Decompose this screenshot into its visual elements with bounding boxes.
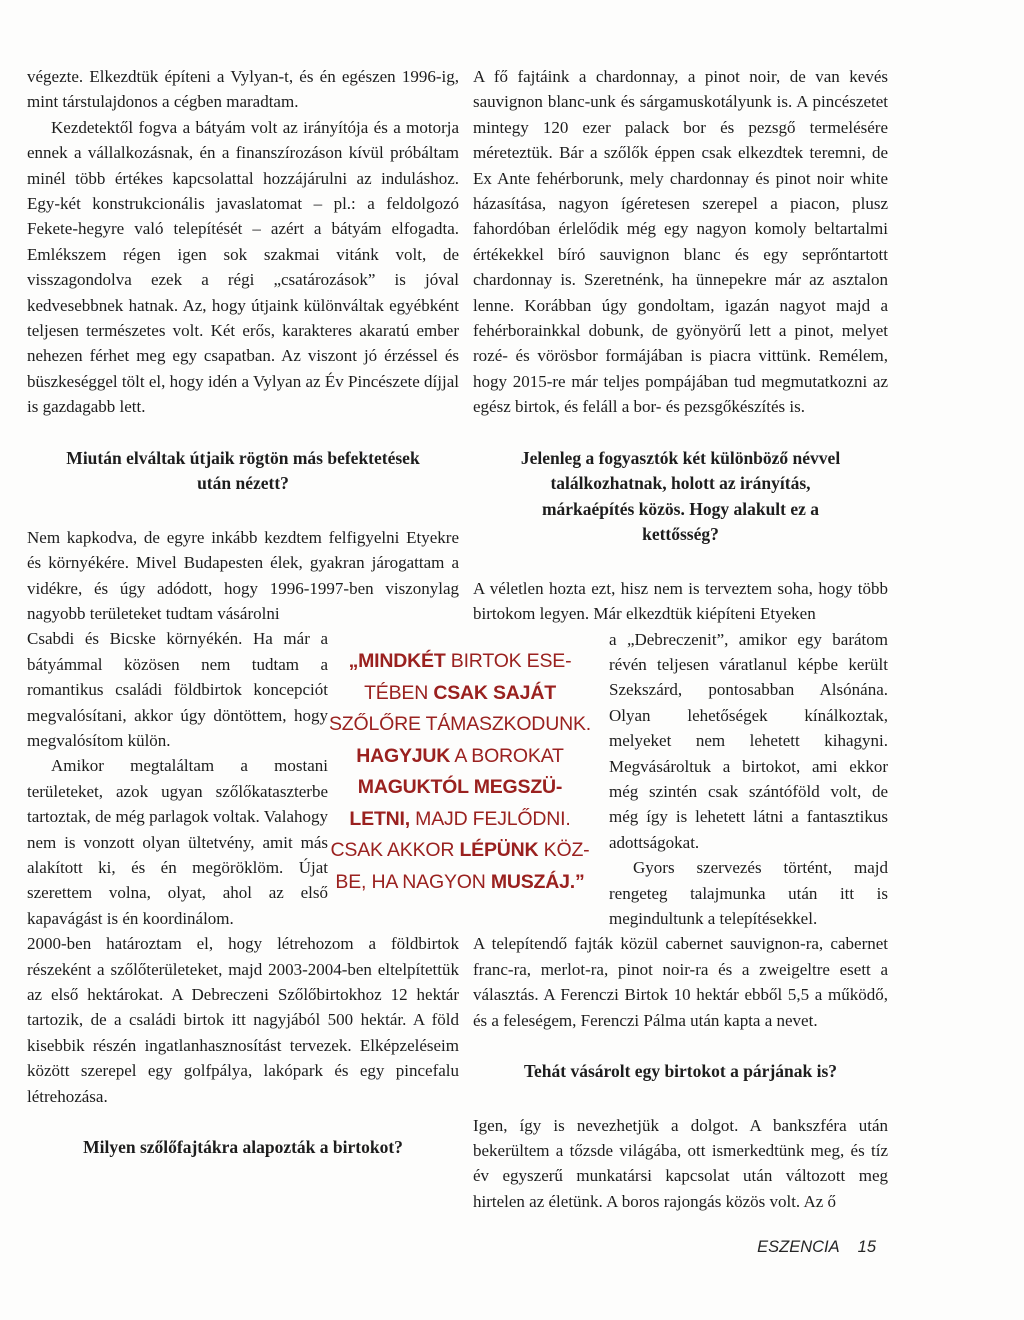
question-two-names: Jelenleg a fogyasztók két különböző névvel találkozhatnak, holott az irányítás, márkaépítés közös. Hogy alakult ez a kettősség? — [520, 447, 841, 545]
pull-quote-line: TÉBEN CSAK SAJÁT — [364, 681, 556, 704]
paragraph-areas-narrow: Amikor megtaláltam a mostani területeket, azok ugyan szőlőkataszterbe tartoztak, de még parlagok voltak. Valahogy nem is vonzott olyan ültetvény, amit más alakított ki, és én megöröklöm. Újat szerettem volna, olyat, ahol az első kapavágást is én koordinálom. — [27, 756, 328, 928]
pull-quote-line: „MINDKÉT BIRTOK ESE- — [348, 650, 572, 672]
paragraph-chance-full: A véletlen hozta ezt, hisz nem is terveztem soha, hogy több birtokom legyen. Már elkezdtük kiépíteni Etyeken — [473, 578, 888, 624]
question-investments: Miután elváltak útjaik rögtön más befektetések után nézett? — [66, 447, 420, 494]
paragraph-areas-full: 2000-ben határoztam el, hogy létrehozom a földbirtok részeként a szőlőterületeket, majd 2003-2004-ben eltelpítettük az első hektárokat. A Debreczeni Szőlőbirtokhoz 12 hektár tartozik, de a családi birtok itt nagyjából 500 hektár. A föld kisebbik részén ingatlanhasznosítást tervezek. Elképzeléseim között szerepel egy golfpálya, lakópark és egy pincefalu létrehozása. — [27, 934, 459, 1106]
pull-quote — [329, 646, 591, 898]
paragraph-organization-narrow: Gyors szervezés történt, majd rengeteg talajmunka után itt is megindultunk a telepítésekkel. — [609, 858, 888, 928]
right-narrow-block — [609, 627, 888, 932]
paragraph-chance-narrow: a „Debreczenit”, amikor egy barátom révén teljesen váratlanul képbe került Szekszárd, pontosabban Alsónána. Olyan lehetőségek kínálkoztak, melyeket nem lehetett kihagyni. Megvásároltuk a birtokot, ami ekkor még szintén csak szántóföld volt, de még így is lehetett látni a fantasztikus adottságokat. — [609, 629, 888, 852]
pull-quote-line: SZŐLŐRE TÁMASZKODUNK. — [329, 713, 591, 735]
pull-quote-line: LETNI, MAJD FEJLŐDNI. — [349, 807, 571, 830]
pull-quote-line: MAGUKTÓL MEGSZÜ- — [357, 776, 563, 798]
paragraph-organization-full: A telepítendő fajták közül cabernet sauvignon-ra, cabernet franc-ra, merlot-ra, pinot noir-ra és a zweigeltre esett a választás. A Ferenczi Birtok 10 hektár ebből 5,5 a működő, és a feleségem, Ferenczi Pálma után kapta a nevet. — [473, 934, 888, 1030]
question-partner: Tehát vásárolt egy birtokot a párjának is? — [523, 1061, 838, 1081]
page-footer — [473, 1238, 876, 1257]
paragraph-etyek-narrow: Csabdi és Bicske környékén. Ha már a bátyámmal közösen nem tudtam a romantikus családi földbirtok koncepciót megvalósítani, akkor úgy döntöttem, hogy megvalósítom külön. — [27, 629, 328, 750]
magazine-name: ESZENCIA — [757, 1238, 840, 1256]
page-number: 15 — [857, 1238, 876, 1256]
right-column — [473, 64, 888, 1214]
pull-quote-line: HAGYJUK A BOROKAT — [356, 744, 564, 767]
paragraph-stock-exchange: Igen, így is nevezhetjük a dolgot. A bankszféra után bekerültem a tőzsde világába, ott ismerkedtünk meg, és tíz év egyszerű munkatársi kapcsolat után változott meg hirtelen az életünk. A boros rajongás közös volt. Az ő — [473, 1115, 888, 1211]
left-narrow-block — [27, 626, 328, 931]
pull-quote-line: BE, HA NAGYON MUSZÁJ.” — [335, 870, 585, 893]
left-column — [27, 64, 459, 1189]
paragraph-etyek-full: Nem kapkodva, de egyre inkább kezdtem felfigyelni Etyekre és környékére. Mivel Budapesten élek, gyakran járogattam a vidékre, és úgy adódott, hogy 1996-1997-ben viszonylag nagyobb területeket tudtam vásárolni — [27, 527, 459, 623]
paragraph-varieties: A fő fajtáink a chardonnay, a pinot noir, de van kevés sauvignon blanc-unk és sárgamuskotályunk is. A pincészetet mintegy 120 ezer palack bor és pezsgő termelésére méreteztük. Bár a szőlők éppen csak elkezdtek teremni, de Ex Ante fehérborunk, mely chardonnay és pinot noir white házasítása, nagyon ígéretesen szerepel a piacon, plusz fahordóban érlelődik még egy nagyon komoly beltartalmi értékekkel bíró sauvignon blanc és egy seprőntartott chardonnay is. Szeretnénk, ha ünnepekre már az asztalon lenne. Korábban úgy gondoltam, igazán nagyot majd a fehérborainkkal dobunk, de gyönyörű lett a pinot, melyet rozé- és vörösbor formájában is piacra vittünk. Remélem, hogy 2015-re már teljes pompájában tud megmutatkozni az egész birtok, és feláll a bor- és pezsgőkészítés is. — [473, 67, 888, 417]
paragraph-continuation: végezte. Elkezdtük építeni a Vylyan-t, és én egészen 1996-ig, mint társtulajdonos a cégben maradtam. — [27, 67, 459, 112]
pull-quote-line: CSAK AKKOR LÉPÜNK KÖZ- — [330, 839, 590, 861]
paragraph-brother: Kezdetektől fogva a bátyám volt az irányítója és a motorja ennek a vállalkozásnak, én a finanszírozáson kívül próbáltam minél több értékes kapcsolattal hozzájárulni az induláshoz. Egy-két konstrukcionális javaslatomat – pl.: a feldolgozó Fekete-hegyre való telepítését – azért a bátyám elfogadta. Emlékszem régen igen sok szakmai vitánk volt, de visszagondolva ezek a régi „csatározások” is jóval kedvesebbnek hatnak. Az, hogy útjaink különváltak egyébként teljesen természetes volt. Két erős, karakteres akaratú ember nehezen férhet meg egy csapatban. Az viszont jó érzéssel és büszkeséggel tölt el, hogy idén a Vylyan az Év Pincészete díjjal is gazdagabb lett. — [27, 117, 459, 417]
question-grapes: Milyen szőlőfajtákra alapozták a birtokot? — [83, 1137, 403, 1158]
